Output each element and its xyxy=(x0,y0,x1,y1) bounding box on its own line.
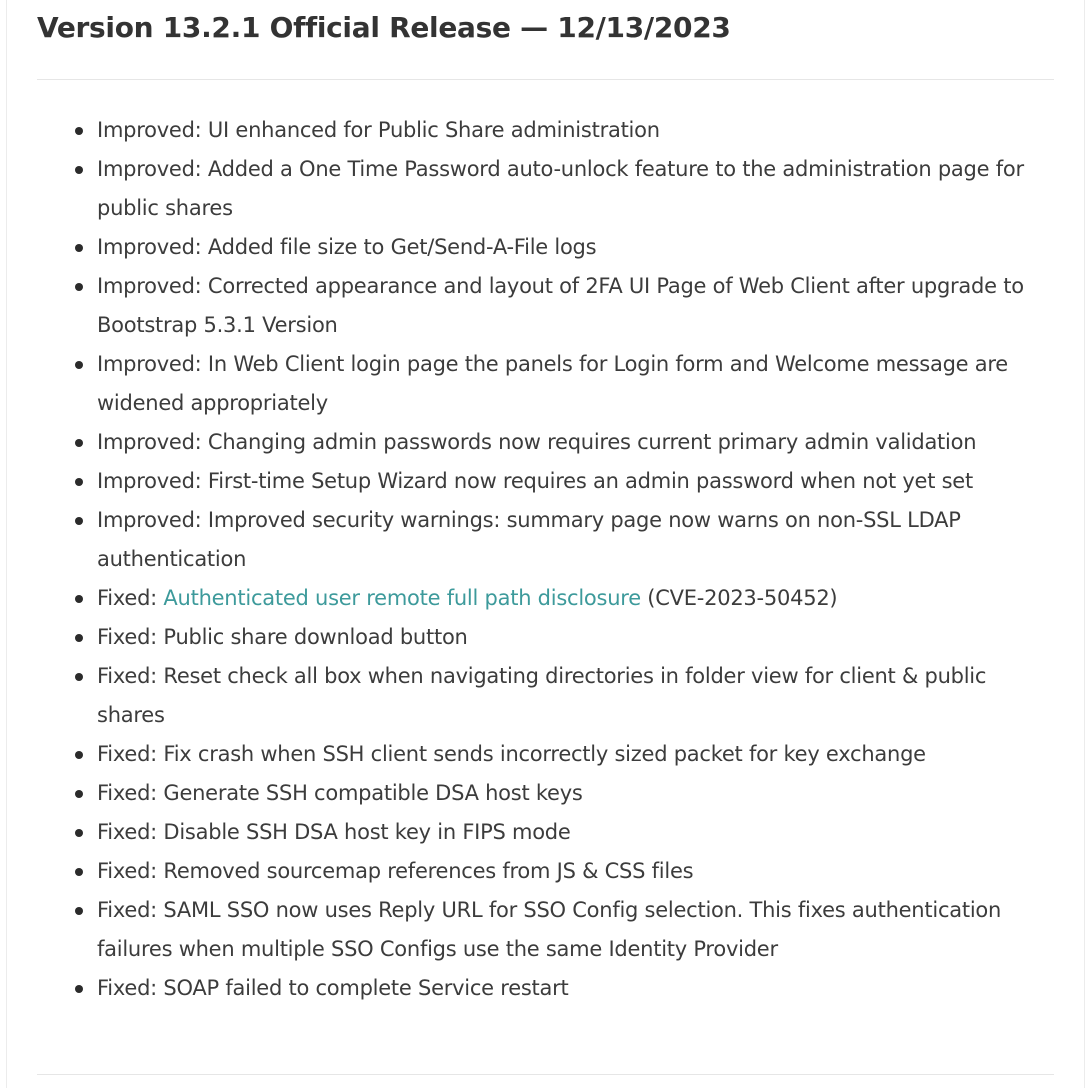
note-text: Improved: Added file size to Get/Send-A-File logs xyxy=(97,235,597,259)
list-item xyxy=(97,657,1059,735)
bullet-icon xyxy=(75,439,83,447)
list-item xyxy=(97,579,1059,618)
cve-disclosure-link[interactable]: Authenticated user remote full path disclosure xyxy=(163,586,641,610)
bullet-icon xyxy=(75,244,83,252)
bullet-icon xyxy=(75,478,83,486)
note-text: Fixed: Reset check all box when navigating directories in folder view for client & public shares xyxy=(97,664,987,727)
list-item xyxy=(97,891,1059,969)
bullet-icon xyxy=(75,166,83,174)
note-text: Improved: In Web Client login page the panels for Login form and Welcome message are widened appropriately xyxy=(97,352,1008,415)
list-item xyxy=(97,462,1059,501)
bullet-icon xyxy=(75,283,83,291)
release-notes-list xyxy=(97,111,1059,1008)
note-text: Fixed: Generate SSH compatible DSA host keys xyxy=(97,781,583,805)
note-text: Fixed: SAML SSO now uses Reply URL for SSO Config selection. This fixes authentication failures when multiple SSO Configs use the same Identity Provider xyxy=(97,898,1002,961)
bullet-icon xyxy=(75,595,83,603)
note-text: Fixed: Disable SSH DSA host key in FIPS mode xyxy=(97,820,571,844)
note-text: Improved: Corrected appearance and layout of 2FA UI Page of Web Client after upgrade to Bootstrap 5.3.1 Version xyxy=(97,274,1024,337)
list-item xyxy=(97,813,1059,852)
note-text: Fixed: Removed sourcemap references from JS & CSS files xyxy=(97,859,694,883)
note-prefix: Fixed: xyxy=(97,586,164,610)
bottom-divider xyxy=(37,1074,1054,1075)
bullet-icon xyxy=(75,790,83,798)
note-text: Improved: Improved security warnings: summary page now warns on non-SSL LDAP authentication xyxy=(97,508,961,571)
note-text: Fixed: Fix crash when SSH client sends incorrectly sized packet for key exchange xyxy=(97,742,926,766)
list-item xyxy=(97,774,1059,813)
note-suffix: (CVE-2023-50452) xyxy=(640,586,838,610)
bullet-icon xyxy=(75,829,83,837)
bullet-icon xyxy=(75,673,83,681)
list-item xyxy=(97,735,1059,774)
list-item xyxy=(97,618,1059,657)
list-item xyxy=(97,267,1059,345)
bullet-icon xyxy=(75,361,83,369)
list-item xyxy=(97,150,1059,228)
note-text: Fixed: SOAP failed to complete Service restart xyxy=(97,976,569,1000)
list-item xyxy=(97,423,1059,462)
list-item xyxy=(97,852,1059,891)
note-text: Improved: Changing admin passwords now requires current primary admin validation xyxy=(97,430,977,454)
bullet-icon xyxy=(75,907,83,915)
release-title: Version 13.2.1 Official Release — 12/13/2023 xyxy=(37,11,731,44)
list-item xyxy=(97,111,1059,150)
bullet-icon xyxy=(75,751,83,759)
list-item xyxy=(97,228,1059,267)
bullet-icon xyxy=(75,127,83,135)
bullet-icon xyxy=(75,985,83,993)
list-item xyxy=(97,969,1059,1008)
list-item xyxy=(97,501,1059,579)
bullet-icon xyxy=(75,517,83,525)
note-text: Improved: UI enhanced for Public Share administration xyxy=(97,118,660,142)
bullet-icon xyxy=(75,868,83,876)
note-text: Fixed: Public share download button xyxy=(97,625,468,649)
note-text: Improved: Added a One Time Password auto-unlock feature to the administration page for public shares xyxy=(97,157,1024,220)
list-item xyxy=(97,345,1059,423)
title-divider xyxy=(37,79,1054,80)
bullet-icon xyxy=(75,634,83,642)
note-text: Improved: First-time Setup Wizard now requires an admin password when not yet set xyxy=(97,469,973,493)
